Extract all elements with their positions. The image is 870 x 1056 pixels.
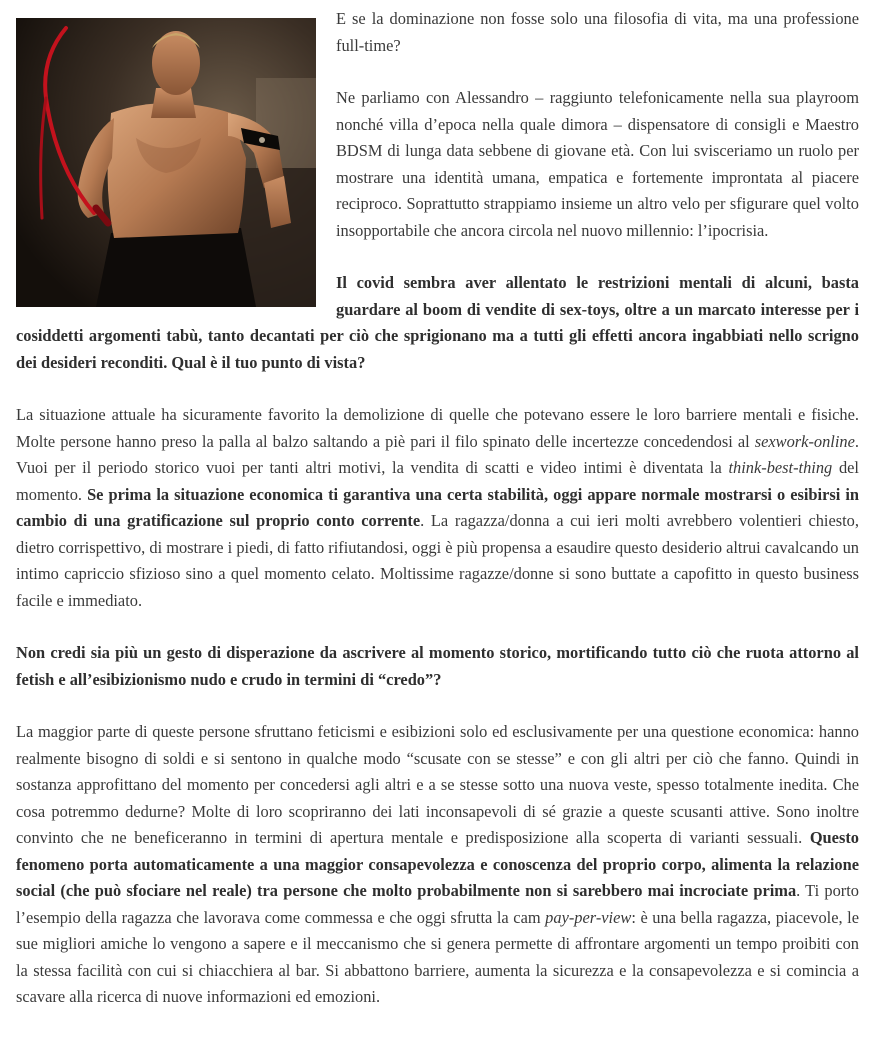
answer-2-emphasis-pay-per-view: pay-per-view bbox=[545, 907, 632, 927]
answer-2-text-2: . Ti porto l’esempio della ragazza che lavorava come commessa e che oggi sfrutta la cam bbox=[16, 881, 859, 927]
article-photo bbox=[16, 18, 316, 307]
photo-illustration bbox=[16, 18, 316, 307]
answer-2-text-1: La maggior parte di queste persone sfruttano feticismi e esibizioni solo ed esclusivamente per una questione economica: hanno realmente bisogno di soldi e si sentono in qualche modo “scusate con se stesse” e con gli altri per ciò che fanno. Quindi in sostanza approfittano del momento per concedersi agli altri e a se stesse sotto una nuova veste, spesso totalmente inedita. Che cosa potremmo dedurne? Molte di loro scopriranno dei lati inconsapevoli di sé grazie a queste scusanti attive. Sono inoltre convinto che ne beneficeranno in termini di apertura mentale e predisposizione alla scoperta di varianti sessuali. bbox=[16, 722, 859, 847]
intro-question: E se la dominazione non fosse solo una filosofia di vita, ma una professione full-time? bbox=[336, 9, 859, 55]
answer-1-highlight: Se prima la situazione economica ti garantiva una certa stabilità, oggi appare normale mostrarsi o esibirsi in cambio di una gratificazione sul proprio conto corrente bbox=[16, 484, 860, 530]
interview-question-1: Il covid sembra aver allentato le restrizioni mentali di alcuni, basta guardare al boom di vendite di sex-toys, oltre a un marcato interesse per i cosiddetti argomenti tabù, tanto decantati per ciò che sprigionano ma a tutti gli effetti ancora ingabbiati nello scrigno dei desideri reconditi. Qual è il tuo punto di vista? bbox=[16, 273, 859, 372]
interview-answer-1 bbox=[16, 402, 859, 614]
answer-1-emphasis-sexwork: sexwork-online bbox=[754, 431, 855, 451]
interview-question-2: Non credi sia più un gesto di disperazione da ascrivere al momento storico, mortificando tutto ciò che ruota attorno al fetish e all’esibizionismo nudo e crudo in termini di “credo”? bbox=[16, 643, 859, 689]
answer-1-text-4: . La ragazza/donna a cui ieri molti avrebbero volentieri chiesto, dietro corrispettivo, di mostrare i piedi, di fatto rifiutandosi, oggi è più propensa a esaudire questo desiderio altrui cavalcando un intimo capriccio sfizioso sino a quel momento celato. Moltissime ragazze/donne si sono buttate a capofitto in questo business facile e immediato. bbox=[16, 511, 859, 610]
interview-answer-2 bbox=[16, 719, 859, 1011]
answer-1-text-3: del momento. bbox=[16, 458, 859, 504]
answer-1-emphasis-think-best-thing: think-best-thing bbox=[728, 458, 833, 477]
answer-1-text-2: . Vuoi per il periodo storico vuoi per tanti altri motivi, la vendita di scatti e video intimi è diventata la bbox=[16, 431, 859, 477]
article-body bbox=[16, 0, 859, 1011]
answer-2-highlight: Questo fenomeno porta automaticamente a una maggior consapevolezza e conoscenza del proprio corpo, alimenta la relazione social (che può sfociare nel reale) tra persone che molto probabilmente non si sarebbero mai incrociate prima bbox=[16, 828, 859, 900]
answer-1-text-1: La situazione attuale ha sicuramente favorito la demolizione di quelle che potevano essere le loro barriere mentali e fisiche. Molte persone hanno preso la palla al balzo saltando a piè pari il filo spinato delle incertezze concedendosi al bbox=[16, 405, 859, 451]
intro-paragraph: Ne parliamo con Alessandro – raggiunto telefonicamente nella sua playroom nonché villa d’epoca nella quale dimora – dispensatore di consigli e Maestro BDSM di lunga data sebbene di giovane età. Con lui svisceriamo un ruolo per mostrare una identità umana, empatica e fortemente improntata al piacere reciproco. Soprattutto strappiamo insieme un altro velo per sfigurare quel volto insopportabile che ancora circola nel nuovo millennio: l’ipocrisia. bbox=[336, 88, 859, 240]
answer-2-text-3: : è una bella ragazza, piacevole, le sue migliori amiche lo vengono a sapere e il meccanismo che si genera permette di affrontare argomenti un tempo proibiti con la stessa facilità con cui si chiacchiera al bar. Si abbattono barriere, aumenta la sicurezza e la consapevolezza e si comincia a scavare alla ricerca di nuove informazioni ed emozioni. bbox=[16, 907, 859, 1006]
